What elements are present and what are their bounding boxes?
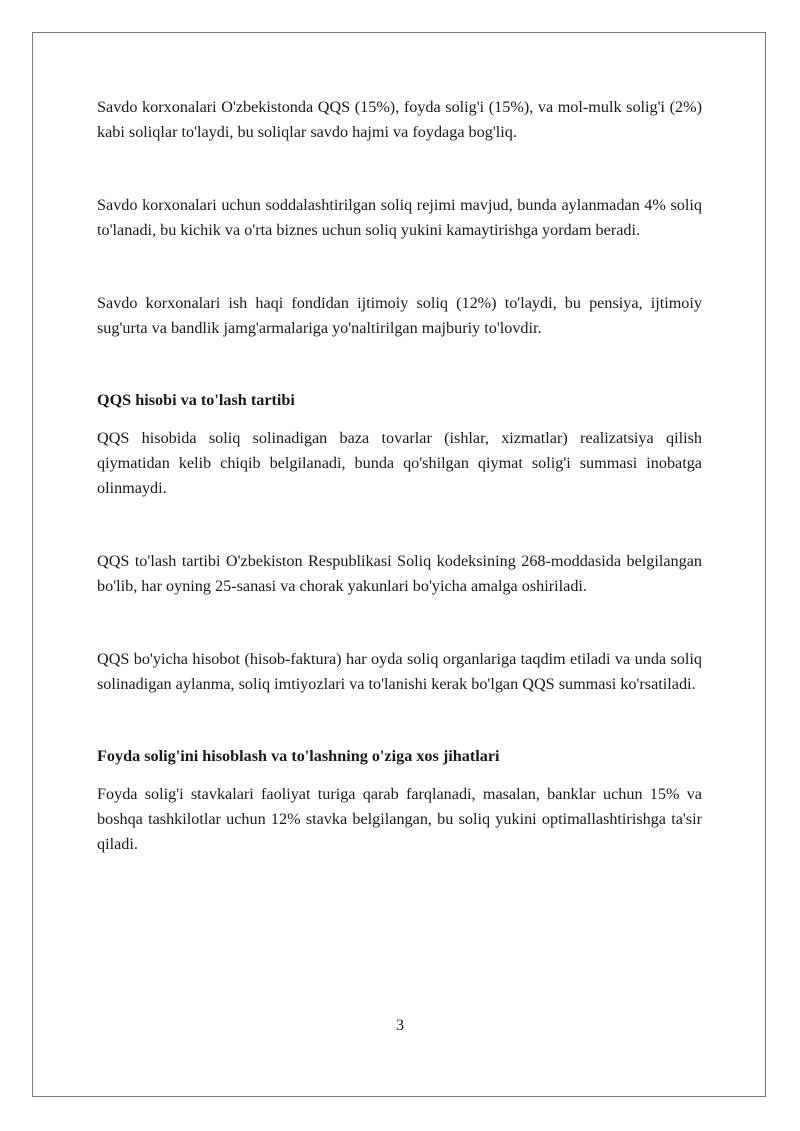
section-heading: Foyda solig'ini hisoblash va to'lashning o'ziga xos jihatlari <box>97 747 500 765</box>
paragraph: Savdo korxonalari uchun soddalashtirilgan soliq rejimi mavjud, bunda aylanmadan 4% soliq to'lanadi, bu kichik va o'rta biznes uchun soliq yukini kamaytirishga yordam beradi. <box>97 196 702 239</box>
paragraph: QQS hisobida soliq solinadigan baza tovarlar (ishlar, xizmatlar) realizatsiya qilish qiymatidan kelib chiqib belgilanadi, bunda qo'shilgan qiymat solig'i summasi inobatga olinmaydi. <box>97 429 702 497</box>
page-number: 3 <box>395 1016 405 1034</box>
paragraph: QQS bo'yicha hisobot (hisob-faktura) har oyda soliq organlariga taqdim etiladi va unda soliq solinadigan aylanma, soliq imtiyozlari va to'lanishi kerak bo'lgan QQS summasi ko'rsatiladi. <box>97 650 702 693</box>
section-heading: QQS hisobi va to'lash tartibi <box>97 391 295 409</box>
paragraph: QQS to'lash tartibi O'zbekiston Respublikasi Soliq kodeksining 268-moddasida belgilangan bo'lib, har oyning 25-sanasi va chorak yakunlari bo'yicha amalga oshiriladi. <box>97 552 702 595</box>
paragraph: Savdo korxonalari ish haqi fondidan ijtimoiy soliq (12%) to'laydi, bu pensiya, ijtimoiy sug'urta va bandlik jamg'armalariga yo'naltirilgan majburiy to'lovdir. <box>97 294 702 337</box>
paragraph: Foyda solig'i stavkalari faoliyat turiga qarab farqlanadi, masalan, banklar uchun 15% va boshqa tashkilotlar uchun 12% stavka belgilangan, bu soliq yukini optimallashtirishga ta'sir qiladi. <box>97 785 702 853</box>
paragraph: Savdo korxonalari O'zbekistonda QQS (15%), foyda solig'i (15%), va mol-mulk solig'i (2%) kabi soliqlar to'laydi, bu soliqlar savdo hajmi va foydaga bog'liq. <box>97 98 702 141</box>
document-body <box>97 95 702 857</box>
